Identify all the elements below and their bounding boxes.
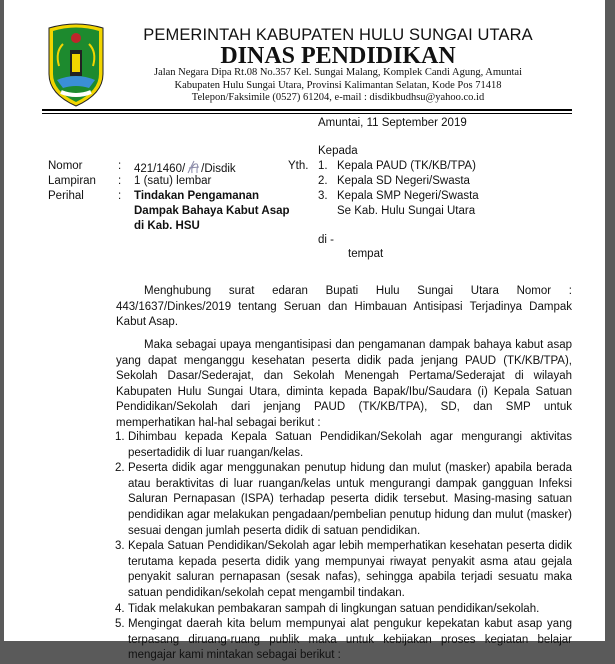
- kepada-label: Kepada: [318, 145, 358, 157]
- nomor-number: 421/1460/: [134, 163, 186, 175]
- government-title: PEMERINTAH KABUPATEN HULU SUNGAI UTARA: [143, 26, 533, 44]
- recipient-item: Kepala PAUD (TK/KB/TPA): [337, 160, 476, 172]
- lampiran-value: 1 (satu) lembar: [134, 175, 212, 187]
- colon: :: [118, 160, 122, 172]
- colon: :: [118, 190, 122, 202]
- list-item: [116, 617, 572, 664]
- list-text: Tidak melakukan pembakaran sampah di lingkungan satuan pendidikan/sekolah.: [128, 602, 540, 615]
- lampiran-label: Lampiran: [48, 175, 96, 187]
- nomor-suffix: /Disdik: [201, 163, 236, 175]
- list-item: [116, 461, 572, 539]
- recipient-number: 3.: [318, 190, 328, 202]
- di-label: di -: [318, 234, 334, 246]
- perihal-line: Dampak Bahaya Kabut Asap: [134, 205, 290, 217]
- list-number: 5.: [115, 618, 125, 631]
- recipient-scope: Se Kab. Hulu Sungai Utara: [337, 205, 476, 217]
- recipient-number: 1.: [318, 160, 328, 172]
- perihal-label: Perihal: [48, 190, 84, 202]
- contact-line: Telepon/Faksimile (0527) 61204, e-mail : disdikbudhsu@yahoo.co.id: [191, 92, 485, 103]
- list-text: Mengingat daerah kita belum mempunyai alat pengukur kepekatan kabut asap yang terpasang diruang-ruang publik maka untuk kebijakan proses kegiatan belajar mengajar kami mintakan sebagai berikut :: [128, 618, 572, 662]
- yth-label: Yth.: [288, 160, 309, 172]
- list-text: Peserta didik agar menggunakan penutup hidung dan mulut (masker) apabila berada atau beraktivitas di luar ruangan/kelas untuk mengurangi dampak gangguan Infeksi Saluran Pernapasan (ISPA) terhadap peserta didik tersebut. Masing-masing satuan pendidikan agar melakukan pengadaan/pembelian penutup hidung dan mulut (masker) sesuai dengan jumlah peserta didik di satuan pendidikan.: [128, 462, 572, 537]
- list-number: 2.: [115, 462, 125, 475]
- list-text: Dihimbau kepada Kepala Satuan Pendidikan/Sekolah agar mengurangi aktivitas pesertadidik di luar ruangan/kelas.: [128, 431, 572, 459]
- header-divider: [42, 113, 572, 114]
- list-item: [116, 602, 572, 618]
- paragraph-1: [116, 284, 572, 331]
- nomor-value: [134, 160, 236, 175]
- recipient-number: 2.: [318, 175, 328, 187]
- paragraph-2: [116, 338, 572, 432]
- instruction-list: [116, 430, 572, 664]
- perihal-line: di Kab. HSU: [134, 220, 200, 232]
- list-number: 3.: [115, 540, 125, 553]
- agency-title: DINAS PENDIDIKAN: [220, 43, 456, 69]
- list-number: 4.: [115, 602, 125, 615]
- list-item: [116, 430, 572, 461]
- recipient-item: Kepala SD Negeri/Swasta: [337, 175, 470, 187]
- paragraph-text: Maka sebagai upaya mengantisipasi dan pengamanan dampak bahaya kabut asap yang dapat menganggu kesehatan peserta didik pada jenjang PAUD (TK/KB/TPA), Sekolah Dasar/Sederajat, dan Sekolah Menengah Pertama/Sederajat di wilayah Kabupaten Hulu Sungai Utara, diminta kepada Bapak/Ibu/Saudara (i) Kepala Satuan Pendidikan/Sekolah dari jenjang PAUD (TK/KB/TPA), SD, dan SMP untuk memperhatikan hal-hal sebagai berikut :: [116, 339, 572, 429]
- address-line: Jalan Negara Dipa Rt.08 No.357 Kel. Sungai Malang, Komplek Candi Agung, Amuntai: [153, 67, 523, 78]
- paragraph-text: Menghubung surat edaran Bupati Hulu Sungai Utara Nomor : 443/1637/Dinkes/2019 tentang Seruan dan Himbauan Antisipasi Terjadinya Dampak Kabut Asap.: [116, 285, 572, 329]
- recipient-item: Kepala SMP Negeri/Swasta: [337, 190, 479, 202]
- list-item: [116, 539, 572, 601]
- letter-date: Amuntai, 11 September 2019: [318, 117, 467, 129]
- nomor-label: Nomor: [48, 160, 83, 172]
- regency-emblem-logo: [45, 22, 107, 108]
- letter-page: [4, 0, 605, 662]
- list-text: Kepala Satuan Pendidikan/Sekolah agar lebih memperhatikan kesehatan peserta didik terutama kepada peserta didik yang mempunyai riwayat penyakit asma atau gejala penyakit saluran pernapasan (sesak nafas), sehingga apabila terjadi sesuatu maka satuan pendidikan/sekolah cepat mengambil tindakan.: [128, 540, 572, 599]
- colon: :: [118, 175, 122, 187]
- perihal-line: Tindakan Pengamanan: [134, 190, 260, 202]
- handwritten-initial: [185, 160, 201, 174]
- address-line: Kabupaten Hulu Sungai Utara, Provinsi Kalimantan Selatan, Kode Pos 71418: [174, 80, 502, 91]
- list-number: 1.: [115, 431, 125, 443]
- header-divider: [42, 109, 572, 111]
- tempat-label: tempat: [348, 248, 384, 260]
